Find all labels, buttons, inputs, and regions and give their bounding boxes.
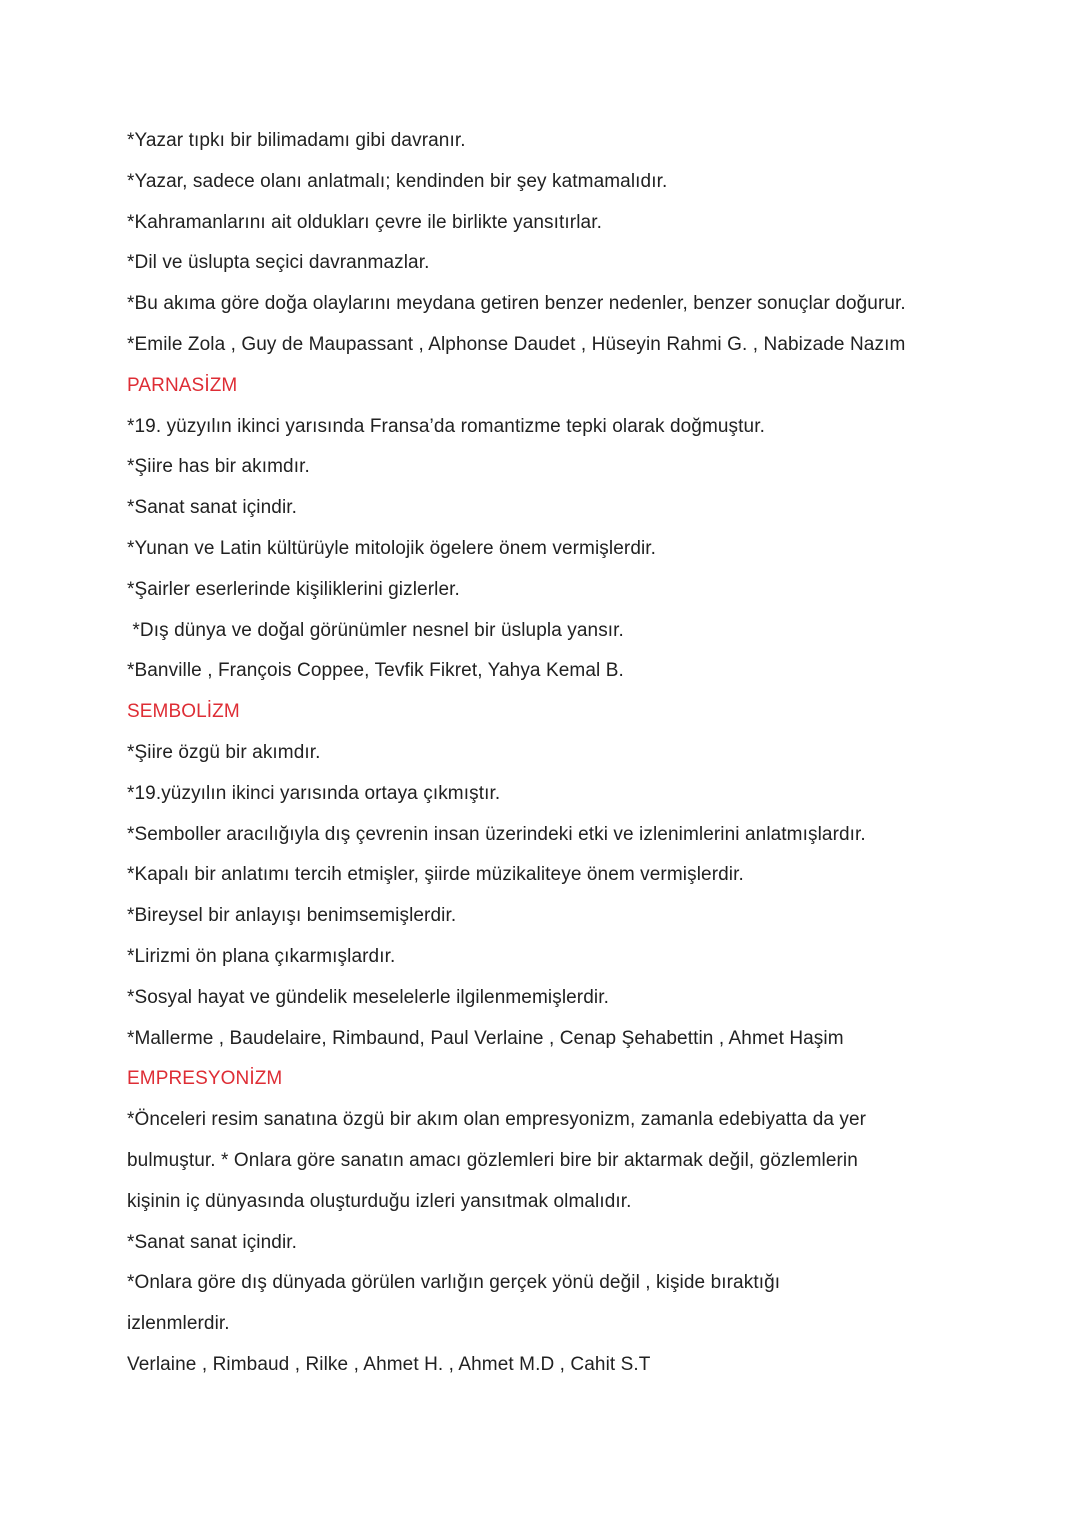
document-section	[127, 121, 1010, 366]
text-line: Verlaine , Rimbaud , Rilke , Ahmet H. , Ahmet M.D , Cahit S.T	[127, 1353, 651, 1375]
text-line: *Şairler eserlerinde kişiliklerini gizlerler.	[127, 578, 460, 600]
text-line: *Mallerme , Baudelaire, Rimbaund, Paul Verlaine , Cenap Şehabettin , Ahmet Haşim	[127, 1027, 844, 1049]
text-line: *19. yüzyılın ikinci yarısında Fransa’da romantizme tepki olarak doğmuştur.	[127, 415, 765, 437]
text-line: *Önceleri resim sanatına özgü bir akım olan empresyonizm, zamanla edebiyatta da yer	[127, 1109, 867, 1131]
text-line: izlenmlerdir.	[127, 1313, 230, 1335]
text-line: *Dış dünya ve doğal görünümler nesnel bir üslupla yansır.	[127, 619, 624, 641]
text-line: *Şiire has bir akımdır.	[127, 456, 310, 478]
section-heading-parnasizm: PARNASİZM	[127, 374, 238, 396]
text-line: *Banville , François Coppee, Tevfik Fikret, Yahya Kemal B.	[127, 660, 624, 682]
text-line: *Yazar tıpkı bir bilimadamı gibi davranır.	[127, 130, 466, 151]
section-heading-sembolizm: SEMBOLİZM	[127, 701, 240, 723]
text-line: bulmuştur. * Onlara göre sanatın amacı gözlemleri bire bir aktarmak değil, gözlemlerin	[127, 1149, 858, 1171]
text-line: *Kahramanlarını ait oldukları çevre ile birlikte yansıtırlar.	[127, 211, 602, 233]
text-line: *Lirizmi ön plana çıkarmışlardır.	[127, 945, 396, 967]
document-section	[127, 692, 1010, 1059]
text-line: *Yazar, sadece olanı anlatmalı; kendinden bir şey katmamalıdır.	[127, 170, 668, 192]
text-line: *Şiire özgü bir akımdır.	[127, 741, 321, 763]
text-line: *Emile Zola , Guy de Maupassant , Alphonse Daudet , Hüseyin Rahmi G. , Nabizade Nazım	[127, 333, 906, 355]
text-line: *Yunan ve Latin kültürüyle mitolojik ögelere önem vermişlerdir.	[127, 537, 657, 559]
section-heading-empresyonizm: EMPRESYONİZM	[127, 1068, 283, 1090]
text-line: *19.yüzyılın ikinci yarısında ortaya çıkmıştır.	[127, 782, 501, 804]
document-section	[127, 1059, 1010, 1385]
text-line: *Onlara göre dış dünyada görülen varlığın gerçek yönü değil , kişide bıraktığı	[127, 1272, 781, 1294]
text-line: *Sanat sanat içindir.	[127, 497, 298, 519]
text-line: kişinin iç dünyasında oluşturduğu izleri yansıtmak olmalıdır.	[127, 1190, 632, 1212]
document-section	[127, 366, 1010, 692]
text-line: *Sanat sanat içindir.	[127, 1231, 298, 1253]
text-line: *Bireysel bir anlayışı benimsemişlerdir.	[127, 905, 457, 927]
text-line: *Semboller aracılığıyla dış çevrenin insan üzerindeki etki ve izlenimlerini anlatmışlardır.	[127, 823, 866, 845]
text-line: *Bu akıma göre doğa olaylarını meydana getiren benzer nedenler, benzer sonuçlar doğurur.	[127, 293, 906, 315]
text-line: *Sosyal hayat ve gündelik meselelerle ilgilenmemişlerdir.	[127, 986, 609, 1008]
text-line: *Kapalı bir anlatımı tercih etmişler, şiirde müzikaliteye önem vermişlerdir.	[127, 864, 744, 886]
text-line: *Dil ve üslupta seçici davranmazlar.	[127, 252, 430, 274]
